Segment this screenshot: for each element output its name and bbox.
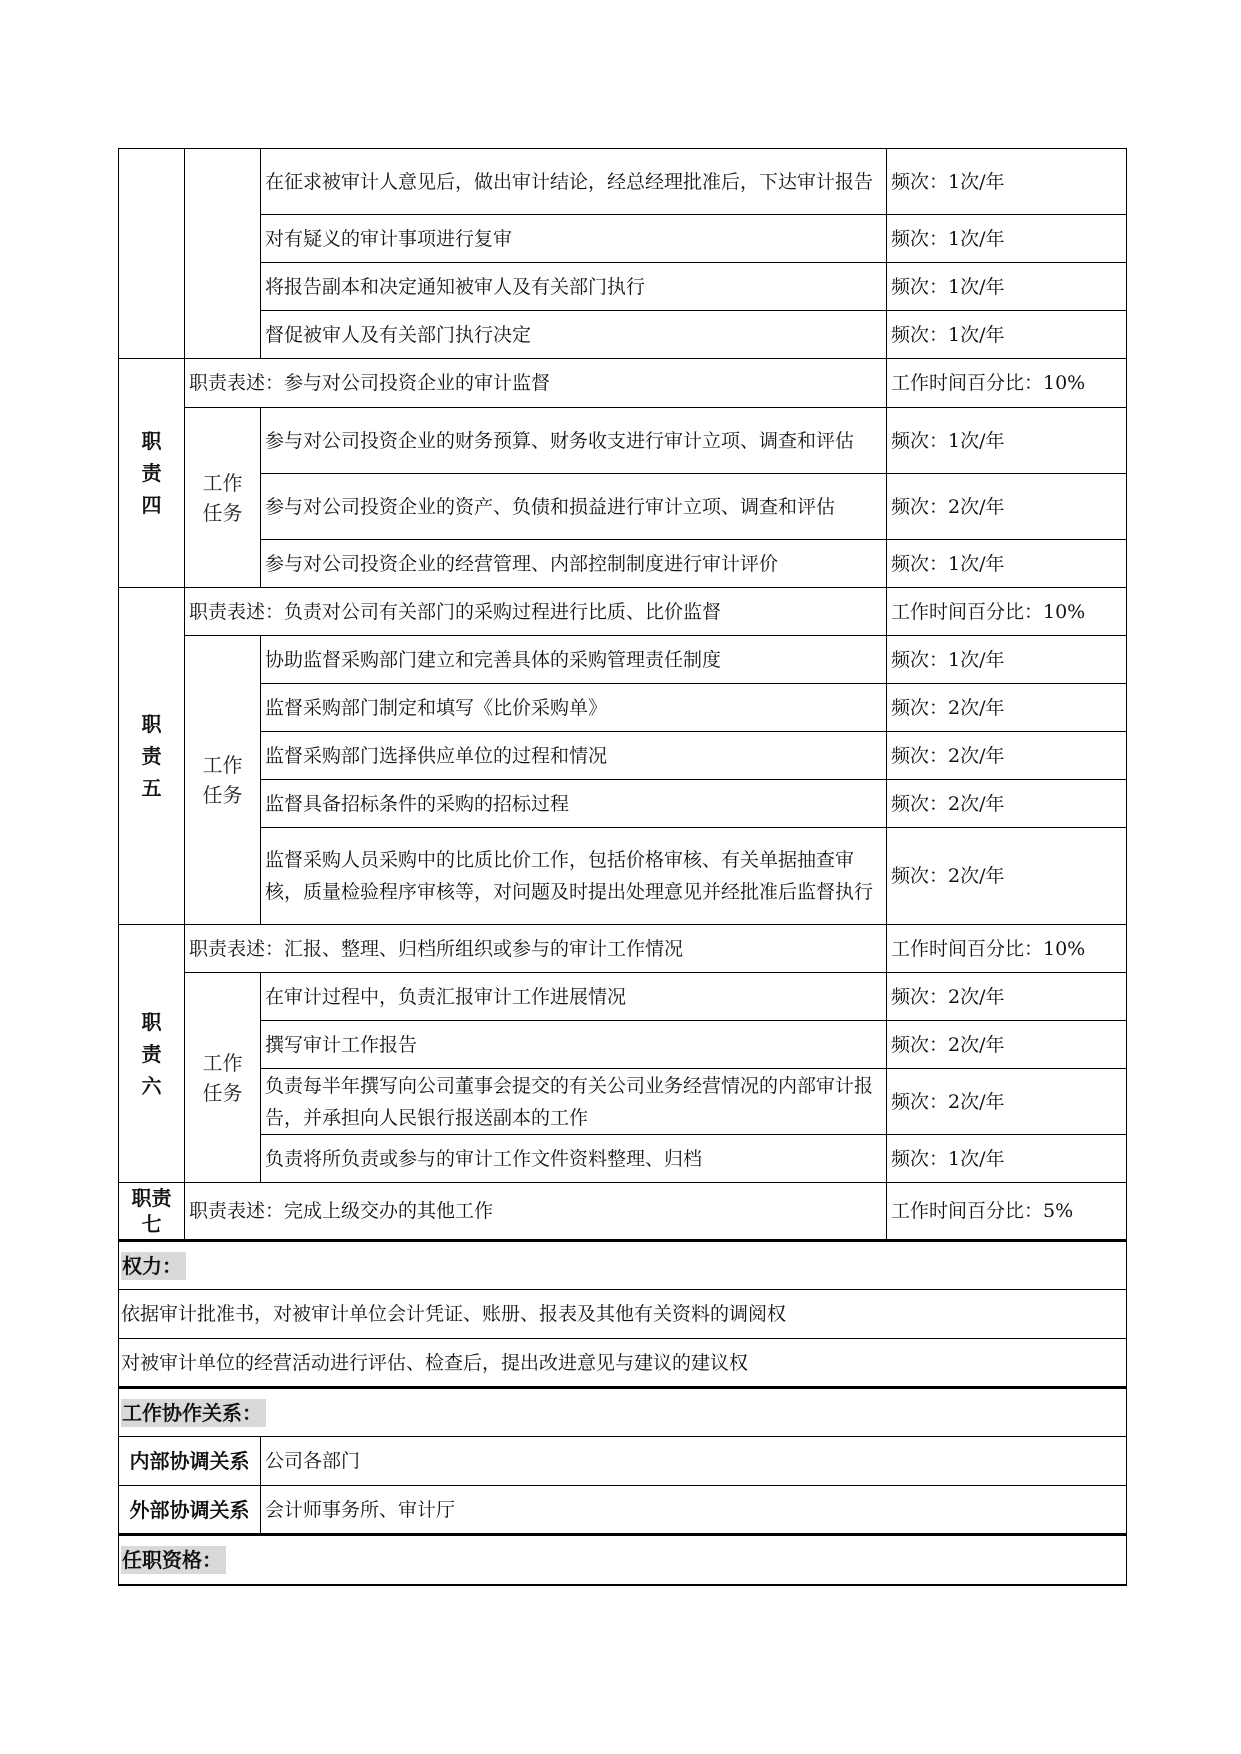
- duty-label-char: 职: [141, 1009, 162, 1034]
- duty-label-char: 责: [141, 744, 162, 768]
- internal-coordination-label: 内部协调关系: [119, 1437, 261, 1486]
- duty-label-char: 责: [141, 1041, 162, 1066]
- duty-label-cell: [119, 149, 185, 359]
- task-text: 在审计过程中，负责汇报审计工作进展情况: [261, 973, 887, 1021]
- duty-statement: 职责表述：完成上级交办的其他工作: [185, 1183, 887, 1241]
- task-frequency: 频次：1次/年: [887, 408, 1127, 474]
- task-text: 参与对公司投资企业的资产、负债和损益进行审计立项、调查和评估: [261, 474, 887, 540]
- collaboration-header-row: [119, 1388, 1127, 1437]
- qualification-title: [119, 1535, 1127, 1585]
- duty-label-char: 七: [141, 1212, 162, 1236]
- task-text: 负责每半年撰写向公司董事会提交的有关公司业务经营情况的内部审计报告，并承担向人民银行报送副本的工作: [261, 1069, 887, 1135]
- task-frequency: 频次：1次/年: [887, 149, 1127, 215]
- authority-item: 对被审计单位的经营活动进行评估、检查后，提出改进意见与建议的建议权: [119, 1339, 1127, 1388]
- task-frequency: 频次：1次/年: [887, 1135, 1127, 1183]
- task-row: [119, 636, 1127, 684]
- task-label-line: 任务: [202, 500, 243, 525]
- task-row: [119, 973, 1127, 1021]
- task-row: [119, 149, 1127, 215]
- task-text: 撰写审计工作报告: [261, 1021, 887, 1069]
- task-row: [119, 780, 1127, 828]
- task-frequency: 频次：1次/年: [887, 311, 1127, 359]
- task-frequency: 频次：1次/年: [887, 636, 1127, 684]
- authority-row: [119, 1290, 1127, 1339]
- duty-label-cell: [119, 1183, 185, 1241]
- duties-table: [118, 148, 1127, 1586]
- duty-label-char: 职: [141, 712, 162, 736]
- duty-time-percent: 工作时间百分比：10%: [887, 588, 1127, 636]
- internal-coordination-row: [119, 1437, 1127, 1486]
- task-frequency: 频次：2次/年: [887, 828, 1127, 925]
- collaboration-title: [119, 1388, 1127, 1437]
- external-coordination-label: 外部协调关系: [119, 1486, 261, 1535]
- duty-statement-row: [119, 588, 1127, 636]
- task-row: [119, 684, 1127, 732]
- task-row: [119, 1135, 1127, 1183]
- authority-row: [119, 1339, 1127, 1388]
- task-text: 监督采购人员采购中的比质比价工作，包括价格审核、有关单据抽查审核，质量检验程序审核等，对问题及时提出处理意见并经批准后监督执行: [261, 828, 887, 925]
- duty-time-percent: 工作时间百分比：10%: [887, 925, 1127, 973]
- duty-statement: 职责表述：参与对公司投资企业的审计监督: [185, 359, 887, 408]
- task-text: 参与对公司投资企业的经营管理、内部控制制度进行审计评价: [261, 540, 887, 588]
- external-coordination-row: [119, 1486, 1127, 1535]
- job-description-page: [118, 148, 1126, 1586]
- qualification-title-text: 任职资格：: [121, 1546, 226, 1574]
- task-row: [119, 540, 1127, 588]
- task-row: [119, 311, 1127, 359]
- task-label-line: 任务: [202, 1080, 243, 1105]
- task-label-line: 工作: [202, 753, 243, 777]
- duty-label-cell: [119, 588, 185, 925]
- internal-coordination-value: 公司各部门: [261, 1437, 1127, 1486]
- task-frequency: 频次：1次/年: [887, 215, 1127, 263]
- task-label-cell: [185, 149, 261, 359]
- task-text: 监督采购部门选择供应单位的过程和情况: [261, 732, 887, 780]
- duty-label-cell: [119, 359, 185, 588]
- duty-label-char: 四: [141, 493, 162, 517]
- task-text: 督促被审人及有关部门执行决定: [261, 311, 887, 359]
- duty-label-char: 责: [141, 461, 162, 485]
- task-frequency: 频次：2次/年: [887, 780, 1127, 828]
- task-frequency: 频次：2次/年: [887, 1021, 1127, 1069]
- task-frequency: 频次：1次/年: [887, 540, 1127, 588]
- task-label-cell: [185, 408, 261, 588]
- task-label-cell: [185, 636, 261, 925]
- task-row: [119, 408, 1127, 474]
- duty-label-cell: [119, 925, 185, 1183]
- duty-statement-row: [119, 1183, 1127, 1241]
- task-label-cell: [185, 973, 261, 1183]
- duty-time-percent: 工作时间百分比：5%: [887, 1183, 1127, 1241]
- duty-label-char: 五: [141, 776, 162, 800]
- task-frequency: 频次：2次/年: [887, 973, 1127, 1021]
- task-text: 对有疑义的审计事项进行复审: [261, 215, 887, 263]
- task-label-line: 工作: [202, 1050, 243, 1075]
- task-row: [119, 828, 1127, 925]
- task-row: [119, 263, 1127, 311]
- task-frequency: 频次：1次/年: [887, 263, 1127, 311]
- task-frequency: 频次：2次/年: [887, 732, 1127, 780]
- task-text: 监督具备招标条件的采购的招标过程: [261, 780, 887, 828]
- task-frequency: 频次：2次/年: [887, 474, 1127, 540]
- duty-label-char: 职责: [131, 1186, 172, 1210]
- task-text: 监督采购部门制定和填写《比价采购单》: [261, 684, 887, 732]
- task-row: [119, 474, 1127, 540]
- task-text: 在征求被审计人意见后，做出审计结论，经总经理批准后，下达审计报告: [261, 149, 887, 215]
- duty-statement: 职责表述：负责对公司有关部门的采购过程进行比质、比价监督: [185, 588, 887, 636]
- duty-statement-row: [119, 359, 1127, 408]
- duty-label-char: 职: [141, 429, 162, 453]
- task-row: [119, 215, 1127, 263]
- task-row: [119, 1021, 1127, 1069]
- task-label-line: 工作: [202, 470, 243, 495]
- task-text: 将报告副本和决定通知被审人及有关部门执行: [261, 263, 887, 311]
- task-text: 协助监督采购部门建立和完善具体的采购管理责任制度: [261, 636, 887, 684]
- task-text: 参与对公司投资企业的财务预算、财务收支进行审计立项、调查和评估: [261, 408, 887, 474]
- authority-header-row: [119, 1241, 1127, 1290]
- duty-label-char: 六: [141, 1073, 162, 1098]
- duty-time-percent: 工作时间百分比：10%: [887, 359, 1127, 408]
- task-frequency: 频次：2次/年: [887, 1069, 1127, 1135]
- authority-item: 依据审计批准书，对被审计单位会计凭证、账册、报表及其他有关资料的调阅权: [119, 1290, 1127, 1339]
- collaboration-title-text: 工作协作关系：: [121, 1399, 266, 1427]
- task-row: [119, 732, 1127, 780]
- authority-title: [119, 1241, 1127, 1290]
- task-text: 负责将所负责或参与的审计工作文件资料整理、归档: [261, 1135, 887, 1183]
- qualification-header-row: [119, 1535, 1127, 1585]
- duty-statement: 职责表述：汇报、整理、归档所组织或参与的审计工作情况: [185, 925, 887, 973]
- duty-statement-row: [119, 925, 1127, 973]
- task-frequency: 频次：2次/年: [887, 684, 1127, 732]
- task-row: [119, 1069, 1127, 1135]
- external-coordination-value: 会计师事务所、审计厅: [261, 1486, 1127, 1535]
- task-label-line: 任务: [202, 783, 243, 807]
- authority-title-text: 权力：: [121, 1252, 186, 1280]
